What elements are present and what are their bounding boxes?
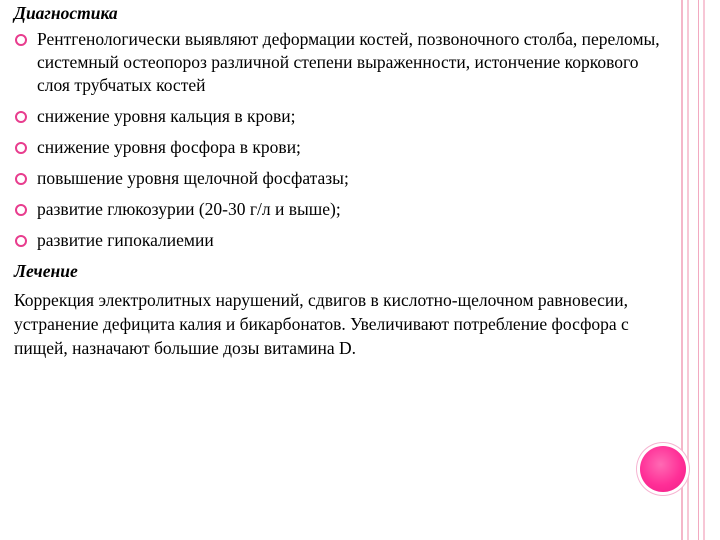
slide-content: [14, 2, 674, 360]
list-item-text: развитие глюкозурии (20-30 г/л и выше);: [37, 199, 341, 219]
frame-line: [698, 0, 699, 540]
circle-bullet-icon: [15, 34, 27, 46]
list-item-text: снижение уровня фосфора в крови;: [37, 137, 301, 157]
frame-line: [687, 0, 689, 540]
list-item: [14, 28, 674, 97]
list-item: [14, 229, 674, 252]
diagnostics-heading: Диагностика: [14, 3, 118, 23]
list-item: [14, 167, 674, 190]
treatment-text: Коррекция электролитных нарушений, сдвигов в кислотно-щелочном равновесии, устранение дефицита калия и бикарбонатов. Увеличивают потребление фосфора с пищей, назначают большие дозы витамина D.: [14, 290, 629, 358]
treatment-heading: Лечение: [14, 261, 78, 281]
circle-bullet-icon: [15, 142, 27, 154]
frame-line: [703, 0, 705, 540]
list-item-text: развитие гипокалиемии: [37, 230, 214, 250]
circle-bullet-icon: [15, 111, 27, 123]
circle-bullet-icon: [15, 235, 27, 247]
list-item: [14, 136, 674, 159]
list-item-text: повышение уровня щелочной фосфатазы;: [37, 168, 349, 188]
circle-bullet-icon: [15, 204, 27, 216]
diagnostics-list: [14, 28, 674, 252]
list-item-text: Рентгенологически выявляют деформации костей, позвоночного столба, переломы, системный остеопороз различной степени выраженности, истончение коркового слоя трубчатых костей: [37, 29, 660, 95]
decorative-circle: [640, 446, 686, 492]
circle-bullet-icon: [15, 173, 27, 185]
list-item: [14, 198, 674, 221]
list-item: [14, 105, 674, 128]
list-item-text: снижение уровня кальция в крови;: [37, 106, 296, 126]
